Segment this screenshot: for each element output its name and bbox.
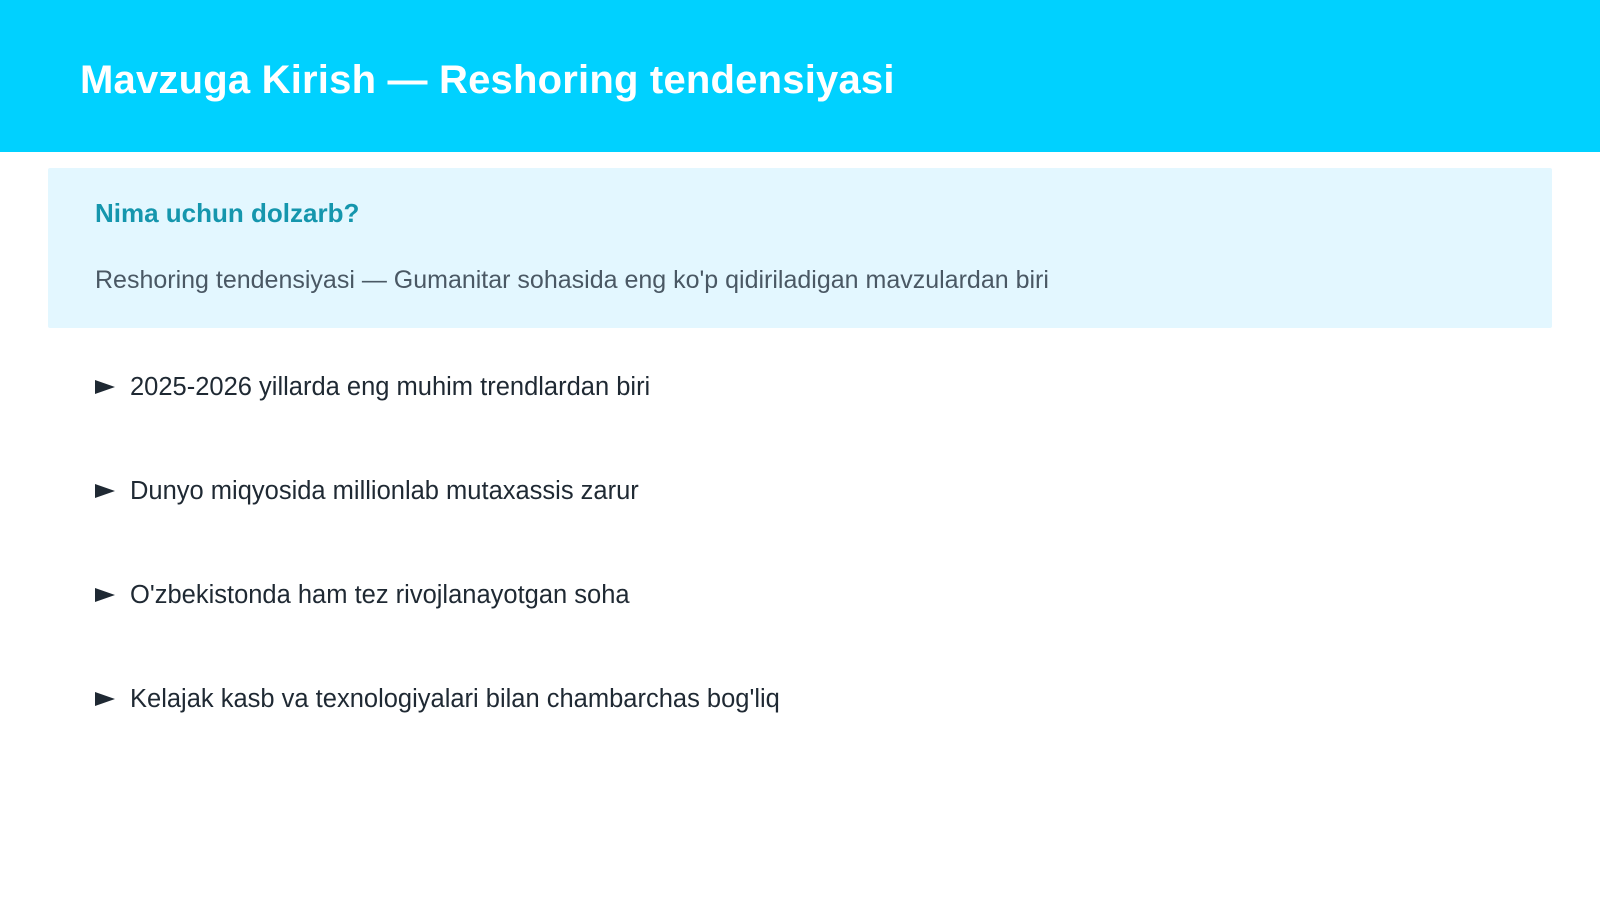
play-triangle-icon bbox=[95, 692, 115, 706]
slide-title: Mavzuga Kirish — Reshoring tendensiyasi bbox=[80, 58, 895, 102]
intro-text: Reshoring tendensiyasi — Gumanitar sohasida eng ko'p qidiriladigan mavzulardan biri bbox=[95, 266, 1049, 294]
bullet-text: Dunyo miqyosida millionlab mutaxassis zarur bbox=[130, 477, 639, 505]
bullet-text: 2025-2026 yillarda eng muhim trendlardan biri bbox=[130, 373, 651, 401]
bullet-text: O'zbekistonda ham tez rivojlanayotgan soha bbox=[130, 581, 630, 609]
intro-callout bbox=[48, 168, 1552, 328]
slide-header bbox=[0, 0, 1600, 152]
play-triangle-icon bbox=[95, 588, 115, 602]
intro-heading: Nima uchun dolzarb? bbox=[95, 198, 360, 228]
play-triangle-icon bbox=[95, 380, 115, 394]
play-triangle-icon bbox=[95, 484, 115, 498]
bullet-text: Kelajak kasb va texnologiyalari bilan chambarchas bog'liq bbox=[130, 685, 780, 713]
